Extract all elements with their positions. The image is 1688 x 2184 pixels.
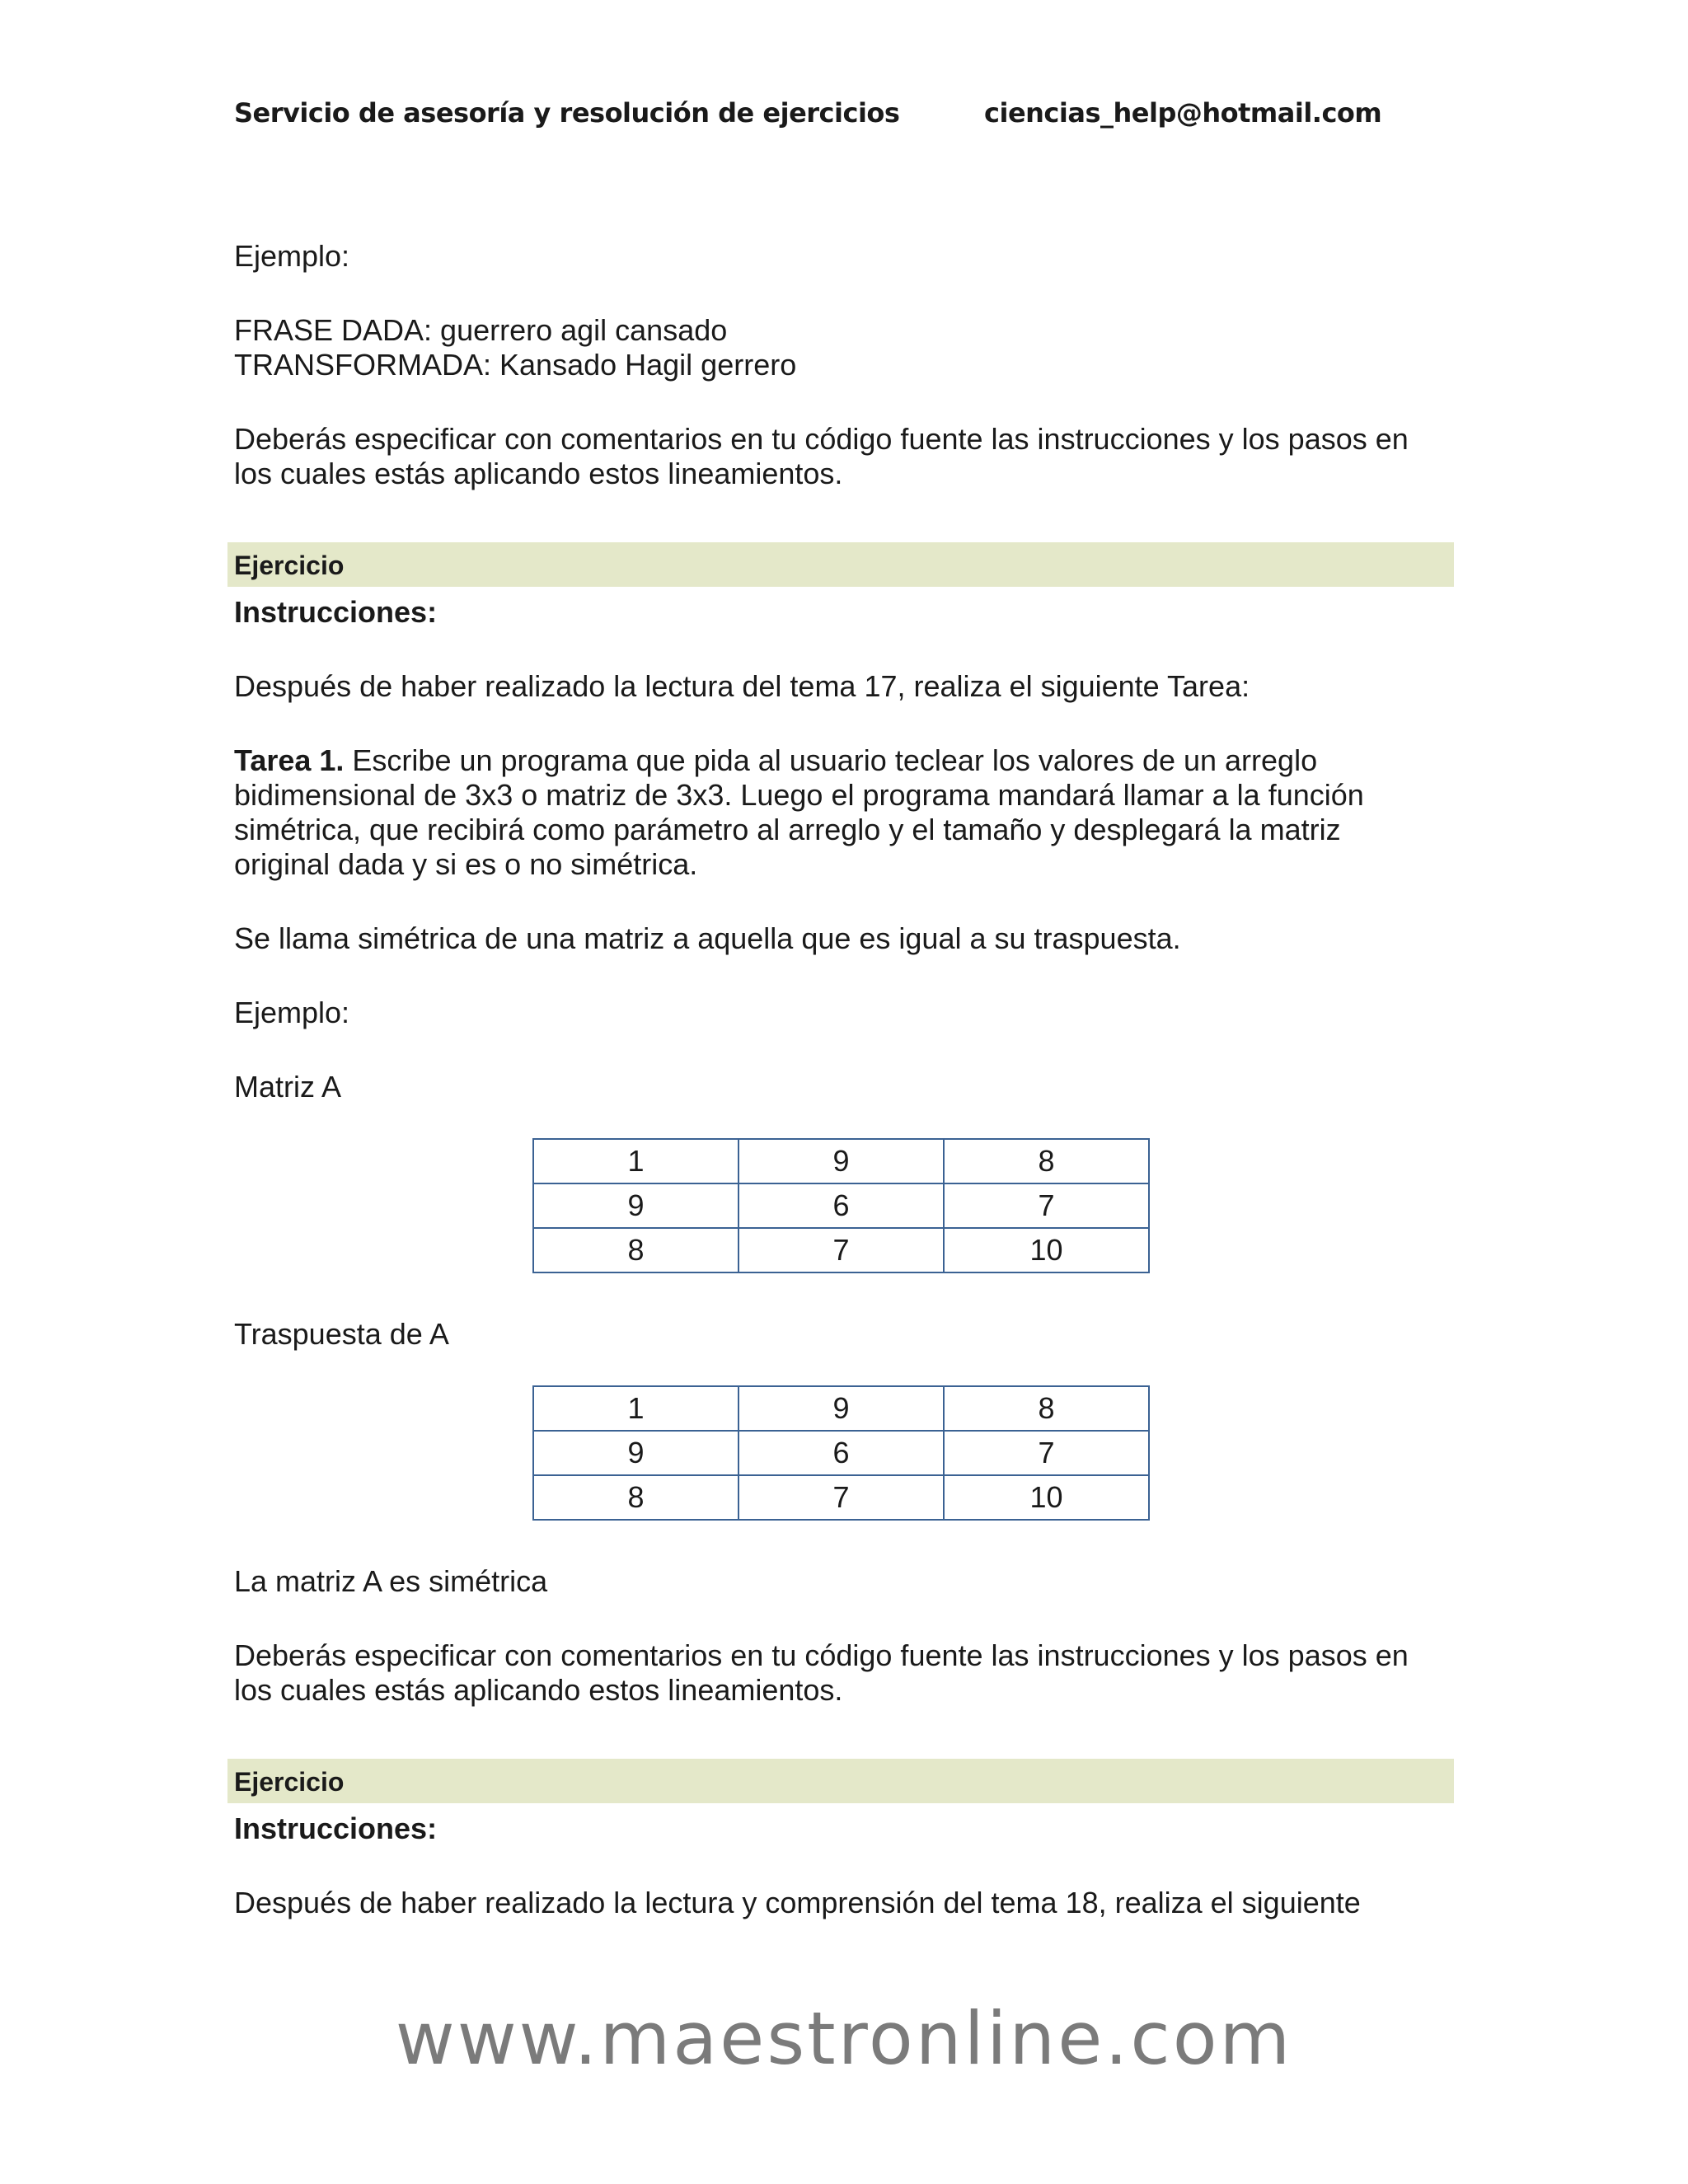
matrix-cell: 9 [533,1183,738,1228]
table-row [533,1386,1149,1431]
ejercicio1-tarea-line4: original dada y si es o no simétrica. [234,847,698,881]
matrix-cell: 8 [533,1475,738,1520]
table-row [533,1475,1149,1520]
table-row [533,1228,1149,1272]
ejercicio-band-1-label: Ejercicio [234,551,345,580]
footer-website: www.maestronline.com [395,1996,1293,2081]
intro-comentarios-line2: los cuales estás aplicando estos lineamientos. [234,457,843,490]
intro-ejemplo: Ejemplo: [234,239,350,273]
table-row [533,1431,1149,1475]
matrix-cell: 7 [738,1475,944,1520]
ejercicio1-ejemplo: Ejemplo: [234,996,350,1029]
intro-comentarios-line1: Deberás especificar con comentarios en tu código fuente las instrucciones y los pasos en [234,422,1409,456]
ejercicio1-comentarios-line2: los cuales estás aplicando estos lineamientos. [234,1673,843,1707]
traspuesta-label: Traspuesta de A [234,1317,449,1351]
ejercicio1-definicion: Se llama simétrica de una matriz a aquella que es igual a su traspuesta. [234,921,1181,955]
matrix-cell: 10 [944,1228,1149,1272]
ejercicio1-tarea-line3: simétrica, que recibirá como parámetro al arreglo y el tamaño y desplegará la matriz [234,813,1341,846]
intro-frase-dada: FRASE DADA: guerrero agil cansado [234,313,728,347]
matrix-cell: 10 [944,1475,1149,1520]
matrix-cell: 6 [738,1431,944,1475]
ejercicio1-tarea-line2: bidimensional de 3x3 o matriz de 3x3. Luego el programa mandará llamar a la función [234,778,1364,812]
matrix-cell: 9 [738,1139,944,1183]
matrix-cell: 6 [738,1183,944,1228]
matrix-cell: 1 [533,1386,738,1431]
matrix-cell: 8 [944,1386,1149,1431]
matrix-cell: 7 [944,1183,1149,1228]
ejercicio1-despues: Después de haber realizado la lectura del tema 17, realiza el siguiente Tarea: [234,669,1250,703]
header-email: ciencias_help@hotmail.com [984,97,1382,129]
traspuesta-table [532,1385,1150,1521]
conclusion-simetrica: La matriz A es simétrica [234,1564,548,1598]
matriz-a-table [532,1138,1150,1273]
ejercicio2-instrucciones: Instrucciones: [234,1811,438,1845]
matrix-cell: 8 [944,1139,1149,1183]
ejercicio-band-2-label: Ejercicio [234,1767,345,1797]
tarea-text-1: Escribe un programa que pida al usuario teclear los valores de un arreglo [344,743,1318,777]
matrix-cell: 9 [738,1386,944,1431]
matrix-cell: 7 [944,1431,1149,1475]
matrix-cell: 1 [533,1139,738,1183]
header-service: Servicio de asesoría y resolución de ejercicios [234,97,900,129]
tarea-label: Tarea 1. [234,743,345,777]
table-row [533,1183,1149,1228]
ejercicio1-comentarios-line1: Deberás especificar con comentarios en tu código fuente las instrucciones y los pasos en [234,1638,1409,1672]
ejercicio1-tarea-line1 [234,743,1454,778]
ejercicio-band-1 [227,542,1454,587]
ejercicio-band-2 [227,1759,1454,1803]
matriz-a-label: Matriz A [234,1070,342,1104]
matrix-cell: 9 [533,1431,738,1475]
ejercicio1-instrucciones: Instrucciones: [234,595,438,629]
ejercicio2-despues: Después de haber realizado la lectura y comprensión del tema 18, realiza el siguiente [234,1886,1361,1919]
matrix-cell: 8 [533,1228,738,1272]
table-row [533,1139,1149,1183]
matrix-cell: 7 [738,1228,944,1272]
intro-transformada: TRANSFORMADA: Kansado Hagil gerrero [234,348,797,382]
